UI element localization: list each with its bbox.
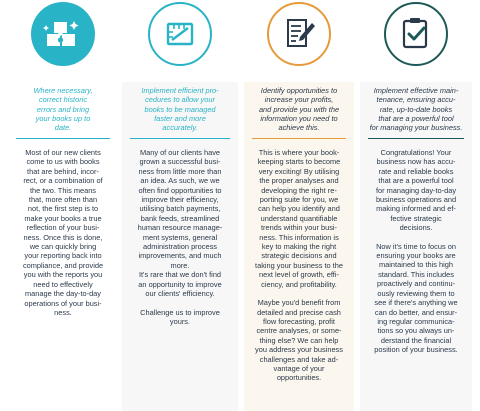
step-summary: Implement efficient pro- cedures to allow your books to be managed faster and more accurately. (141, 86, 219, 133)
step-body (122, 148, 238, 335)
puzzle-pieces-icon (31, 2, 95, 66)
body-paragraph: This is where your book- keeping starts to become very exciting! By utilising the proper analyses and developing the right re- porting suite for you, we can help you identify and understand quantifiable trends within your busi- ness. This information is key to making the right strategic decisions and taking your business to the next level of growth, effi- ciency, and profitability. (255, 148, 343, 289)
divider (252, 138, 346, 139)
step-column-3 (244, 0, 354, 411)
body-paragraph: Maybe you'd benefit from detailed and precise cash flow forecasting, profit centre analyses, or some- thing else? We can help you address your business challenges and take ad- vantage of your opportunities. (255, 298, 343, 383)
step-body (360, 148, 472, 364)
step-column-1 (8, 0, 118, 411)
divider (130, 138, 230, 139)
step-body (8, 148, 118, 326)
step-summary: Implement effective main- tenance, ensuring accu- rate, up-to-date books that are a powerful tool for managing your business. (369, 86, 463, 133)
step-summary: Identify opportunities to increase your profits, and provide you with the information you need to achieve this. (258, 86, 340, 133)
checklist-icon (384, 2, 448, 66)
divider (16, 138, 110, 139)
step-body (244, 148, 354, 392)
step-column-2 (122, 0, 238, 411)
document-pen-icon (267, 2, 331, 66)
step-summary: Where necessary, correct historic errors and bring your books up to date. (33, 86, 93, 133)
body-paragraph: Congratulations! Your business now has accu- rate and reliable books that are a powerful tool for managing day-to-day business operations and making informed and ef- fective strategic decisions. (375, 148, 457, 233)
step-column-4 (360, 0, 472, 411)
body-paragraph: Many of our clients have grown a successful busi- ness from little more than an idea. As such, we we often find opportunities to improve their efficiency, utilising batch payments, bank feeds, streamlined human resource manage- ment systems, general administration process improvements, and much more. It's rare that we don't find an opportunity to improve our clients' efficiency. (137, 148, 223, 299)
divider (368, 138, 464, 139)
ruler-pencil-icon (148, 2, 212, 66)
body-paragraph: Challenge us to improve yours. (140, 307, 220, 326)
body-paragraph: Most of our new clients come to us with books that are behind, incor- rect, or a combination of the two. This means that, more often than not, the first step is to make your books a true reflection of your busi- ness. Once this is done, we can quickly bring your reporting back into compliance, and provide you with the reports you need to effectively manage the day-to-day operations of your busi- ness. (22, 148, 104, 317)
body-paragraph: Now it's time to focus on ensuring your books are maintained to this high standard. This includes proactively and continu- ously reviewing them to see if there's anything we can do better, and ensur- ing regular communica- tions so you always un- derstand the financial position of your business. (374, 241, 458, 355)
